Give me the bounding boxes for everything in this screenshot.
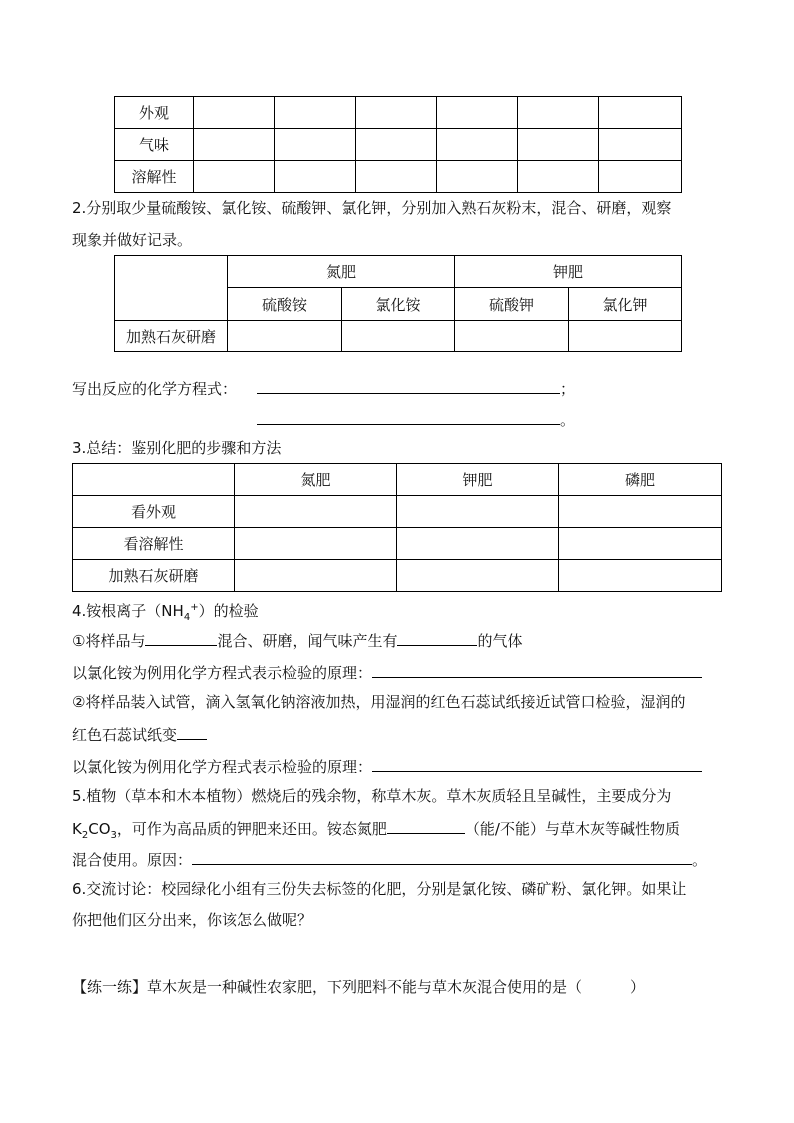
table-cell[interactable] <box>275 129 356 161</box>
table-cell[interactable] <box>275 97 356 129</box>
row-label-solubility: 溶解性 <box>115 161 194 193</box>
q6-line2: 你把他们区分出来，你该怎么做呢？ <box>72 911 313 929</box>
col-potassium-chloride: 氯化钾 <box>569 288 682 321</box>
table-corner-cell <box>115 256 228 321</box>
row-label-smell: 气味 <box>115 129 194 161</box>
equation-blank-2[interactable] <box>257 408 560 425</box>
table-cell[interactable] <box>194 97 275 129</box>
table-cell[interactable] <box>599 161 682 193</box>
equation-end: 。 <box>560 411 576 429</box>
table-cell[interactable] <box>228 321 342 352</box>
lime-grinding-table <box>114 255 682 352</box>
practice-question: 【练一练】草木灰是一种碱性农家肥，下列肥料不能与草木灰混合使用的是（ ） <box>72 978 646 996</box>
gas-blank[interactable] <box>397 629 477 646</box>
table-cell[interactable] <box>397 528 559 560</box>
table-cell[interactable] <box>235 528 397 560</box>
row-label-look-solubility: 看溶解性 <box>73 528 235 560</box>
table-cell[interactable] <box>437 129 518 161</box>
table-cell[interactable] <box>455 321 569 352</box>
table-cell[interactable] <box>194 161 275 193</box>
table-cell[interactable] <box>356 161 437 193</box>
q2-line1: 2.分别取少量硫酸铵、氯化铵、硫酸钾、氯化钾，分别加入熟石灰粉末，混合、研磨，观察 <box>72 199 672 217</box>
table-cell[interactable] <box>235 496 397 528</box>
equation-blank-1[interactable] <box>257 377 560 394</box>
col-phosphate: 磷肥 <box>559 464 722 496</box>
col-potassium-sulfate: 硫酸钾 <box>455 288 569 321</box>
col-nitrogen: 氮肥 <box>235 464 397 496</box>
table-cell[interactable] <box>356 129 437 161</box>
table-cell[interactable] <box>518 129 599 161</box>
table-corner-cell <box>73 464 235 496</box>
row-label-appearance: 外观 <box>115 97 194 129</box>
row-label-look-appearance: 看外观 <box>73 496 235 528</box>
table-cell[interactable] <box>194 129 275 161</box>
reagent-blank[interactable] <box>145 629 217 646</box>
table-cell[interactable] <box>559 496 722 528</box>
row-label-lime-grinding: 加熟石灰研磨 <box>73 560 235 592</box>
table-cell[interactable] <box>559 560 722 592</box>
table-cell[interactable] <box>599 97 682 129</box>
table-cell[interactable] <box>518 161 599 193</box>
table-cell[interactable] <box>569 321 682 352</box>
equation-line-1 <box>72 377 575 399</box>
q6-line1: 6.交流讨论：校园绿化小组有三份失去标签的化肥，分别是氯化铵、磷矿粉、氯化钾。如果让 <box>72 880 687 898</box>
q2-line2: 现象并做好记录。 <box>72 231 193 249</box>
row-label-lime-grinding: 加熟石灰研磨 <box>115 321 228 352</box>
q4-line3: ②将样品装入试管，滴入氢氧化钠溶液加热，用湿润的红色石蕊试纸接近试管口检验，湿润的 <box>72 693 686 711</box>
header-nitrogen-fertilizer: 氮肥 <box>228 256 455 288</box>
equation-separator: ； <box>560 380 576 398</box>
col-ammonium-chloride: 氯化铵 <box>342 288 455 321</box>
q5-line3: 混合使用。原因： 。 <box>72 848 707 870</box>
can-cannot-blank[interactable] <box>387 817 465 834</box>
q5-line1: 5.植物（草本和木本植物）燃烧后的残余物，称草木灰。草木灰质轻且呈碱性，主要成分为 <box>72 787 672 805</box>
col-potash: 钾肥 <box>397 464 559 496</box>
answer-blank[interactable] <box>582 976 630 992</box>
color-change-blank[interactable] <box>177 723 207 740</box>
col-ammonium-sulfate: 硫酸铵 <box>228 288 342 321</box>
table-cell[interactable] <box>275 161 356 193</box>
observation-table <box>114 96 682 193</box>
q3-title: 3.总结：鉴别化肥的步骤和方法 <box>72 439 282 457</box>
table-cell[interactable] <box>518 97 599 129</box>
table-cell[interactable] <box>235 560 397 592</box>
table-cell[interactable] <box>599 129 682 161</box>
identification-summary-table <box>72 463 722 592</box>
q5-line2: $K_2CO_3$，可作为高品质的钾肥来还田。铵态氮肥 （能/不能）与草木灰等碱性物质 <box>72 817 680 846</box>
table-cell[interactable] <box>342 321 455 352</box>
table-cell[interactable] <box>437 161 518 193</box>
table-cell[interactable] <box>397 560 559 592</box>
q4-line5: 以氯化铵为例用化学方程式表示检验的原理： <box>72 755 702 777</box>
principle-blank-2[interactable] <box>372 755 702 772</box>
table-cell[interactable] <box>397 496 559 528</box>
principle-blank-1[interactable] <box>372 661 702 678</box>
table-cell[interactable] <box>437 97 518 129</box>
q4-title: 4.铵根离子$(NH_4^+)$的检验 <box>72 602 259 623</box>
q4-line2: 以氯化铵为例用化学方程式表示检验的原理： <box>72 661 702 683</box>
equation-line-2 <box>257 408 575 430</box>
table-cell[interactable] <box>559 528 722 560</box>
equation-label: 写出反应的化学方程式： <box>72 380 238 398</box>
reason-blank[interactable] <box>192 848 692 865</box>
q4-line4: 红色石蕊试纸变 <box>72 723 207 745</box>
table-cell[interactable] <box>356 97 437 129</box>
q4-line1: ①将样品与 混合、研磨，闻气味产生有 的气体 <box>72 629 522 651</box>
header-potash-fertilizer: 钾肥 <box>455 256 682 288</box>
